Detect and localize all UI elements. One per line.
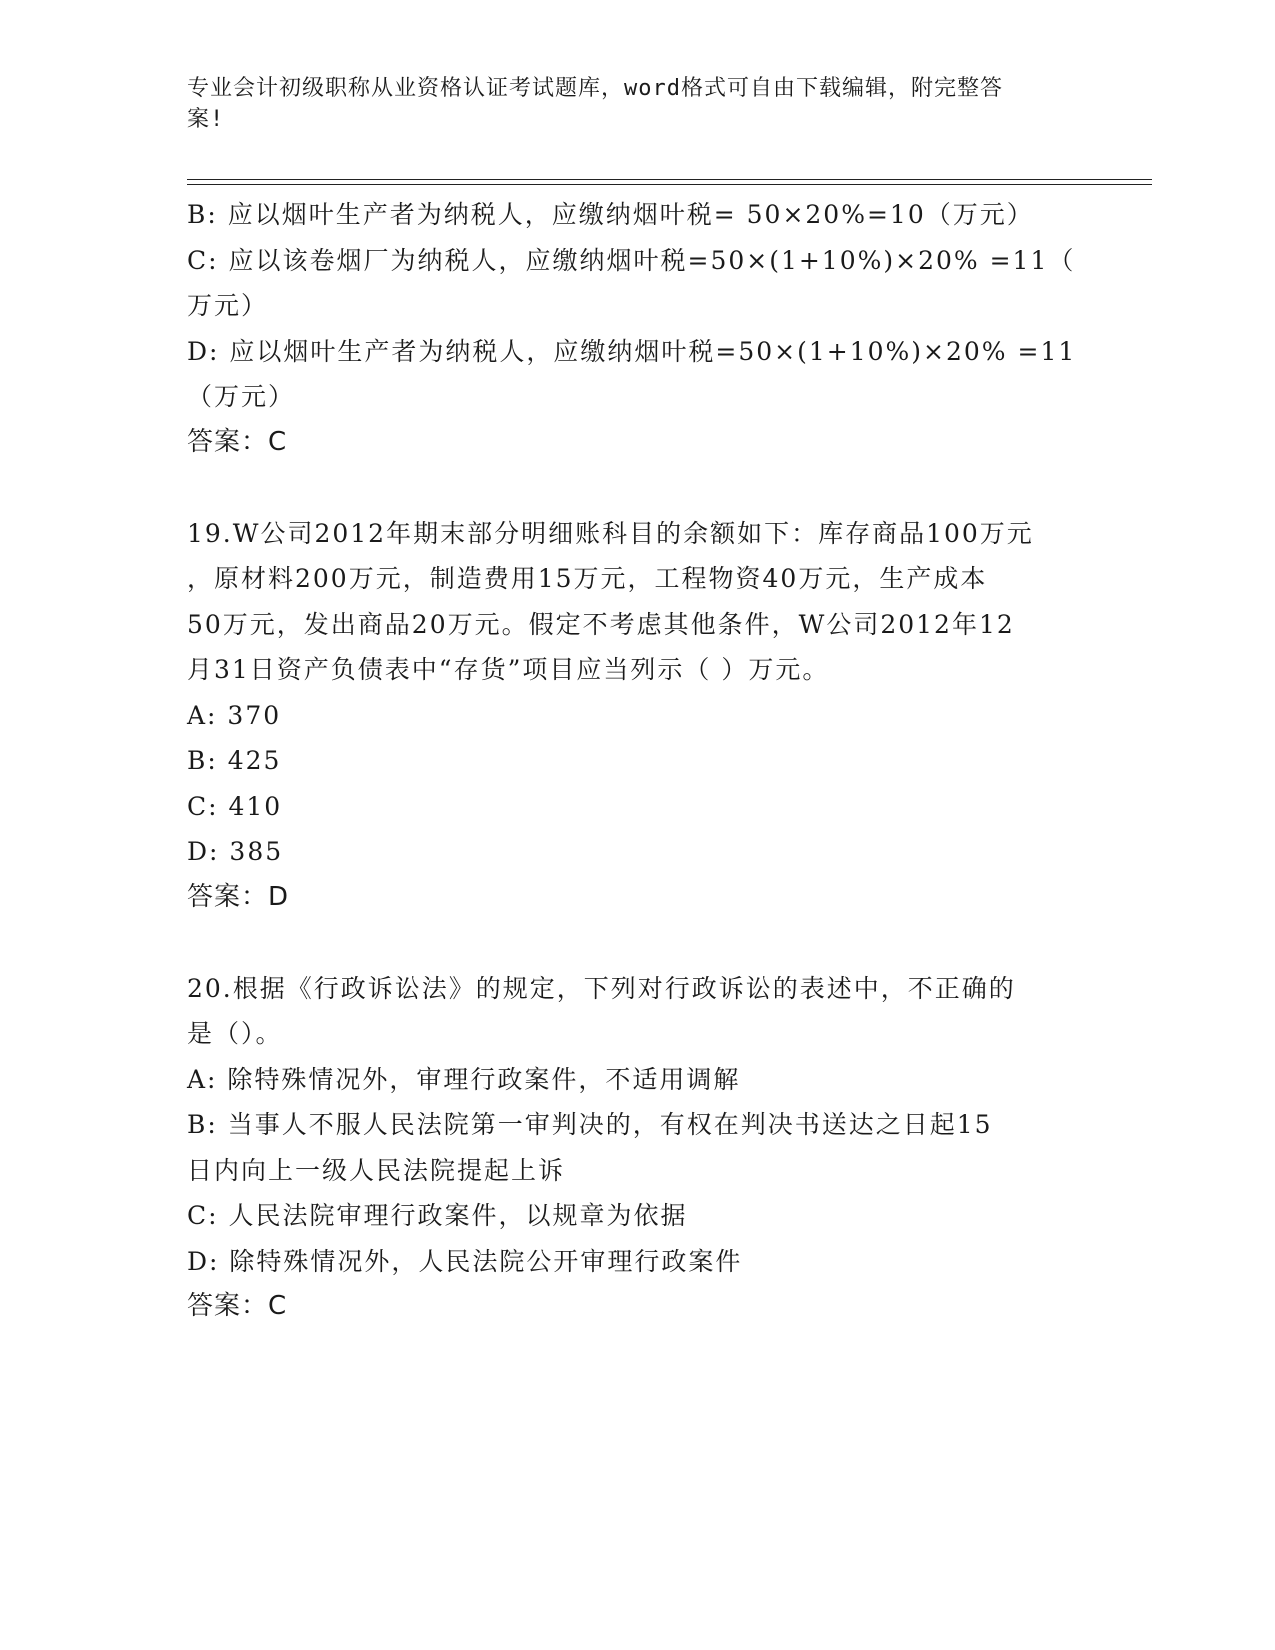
- question-18-tail: [187, 192, 1087, 465]
- q20-stem-line-1: 20.根据《行政诉讼法》的规定，下列对行政诉讼的表述中，不正确的: [187, 973, 1016, 1003]
- q19-stem-line-2: ，原材料200万元，制造费用15万元，工程物资40万元，生产成本: [187, 564, 988, 593]
- q19-stem-line-1: 19.W公司2012年期末部分明细账科目的余额如下：库存商品100万元: [187, 518, 1034, 548]
- q18-option-d-line-2: （万元）: [187, 382, 296, 411]
- q18-option-c-line-1: C: 应以该卷烟厂为纳税人，应缴纳烟叶税=50×(1+10%)×20% =11（: [187, 245, 1076, 275]
- q19-answer: 答案：D: [187, 881, 290, 912]
- question-19: [187, 511, 1087, 921]
- header-line-1: 专业会计初级职称从业资格认证考试题库，word格式可自由下载编辑，附完整答: [187, 76, 1003, 101]
- q20-option-b-line-1: B: 当事人不服人民法院第一审判决的，有权在判决书送达之日起15: [187, 1110, 993, 1139]
- q18-option-d-line-1: D: 应以烟叶生产者为纳税人，应缴纳烟叶税=50×(1+10%)×20% =11: [187, 336, 1077, 366]
- q19-option-a: A: 370: [187, 700, 282, 730]
- q18-option-c-line-2: 万元）: [187, 291, 269, 320]
- document-header: [187, 73, 1087, 135]
- q19-stem-line-3: 50万元，发出商品20万元。假定不考虑其他条件，W公司2012年12: [187, 609, 1015, 639]
- spacer: [187, 920, 1087, 966]
- q20-option-b-line-2: 日内向上一级人民法院提起上诉: [187, 1155, 566, 1185]
- q20-answer: 答案：C: [187, 1291, 288, 1321]
- q18-answer: 答案：C: [187, 426, 288, 457]
- spacer: [187, 465, 1087, 511]
- document-body: [187, 192, 1087, 1330]
- q20-option-c: C: 人民法院审理行政案件，以规章为依据: [187, 1201, 688, 1230]
- q19-option-d: D: 385: [187, 837, 284, 866]
- q20-option-a: A: 除特殊情况外，审理行政案件，不适用调解: [187, 1064, 741, 1094]
- q19-option-c: C: 410: [187, 791, 283, 821]
- q19-stem-line-4: 月31日资产负债表中“存货”项目应当列示（ ）万元。: [187, 655, 830, 684]
- header-divider-bottom: [187, 184, 1152, 185]
- q20-option-d: D: 除特殊情况外，人民法院公开审理行政案件: [187, 1246, 743, 1276]
- header-line-2: 案!: [187, 107, 225, 132]
- q19-option-b: B: 425: [187, 746, 282, 775]
- q20-stem-line-2: 是（）。: [187, 1019, 283, 1048]
- header-divider-top: [187, 179, 1152, 180]
- question-20: [187, 966, 1087, 1330]
- q18-option-b: B: 应以烟叶生产者为纳税人，应缴纳烟叶税= 50×20%=10（万元）: [187, 200, 1034, 229]
